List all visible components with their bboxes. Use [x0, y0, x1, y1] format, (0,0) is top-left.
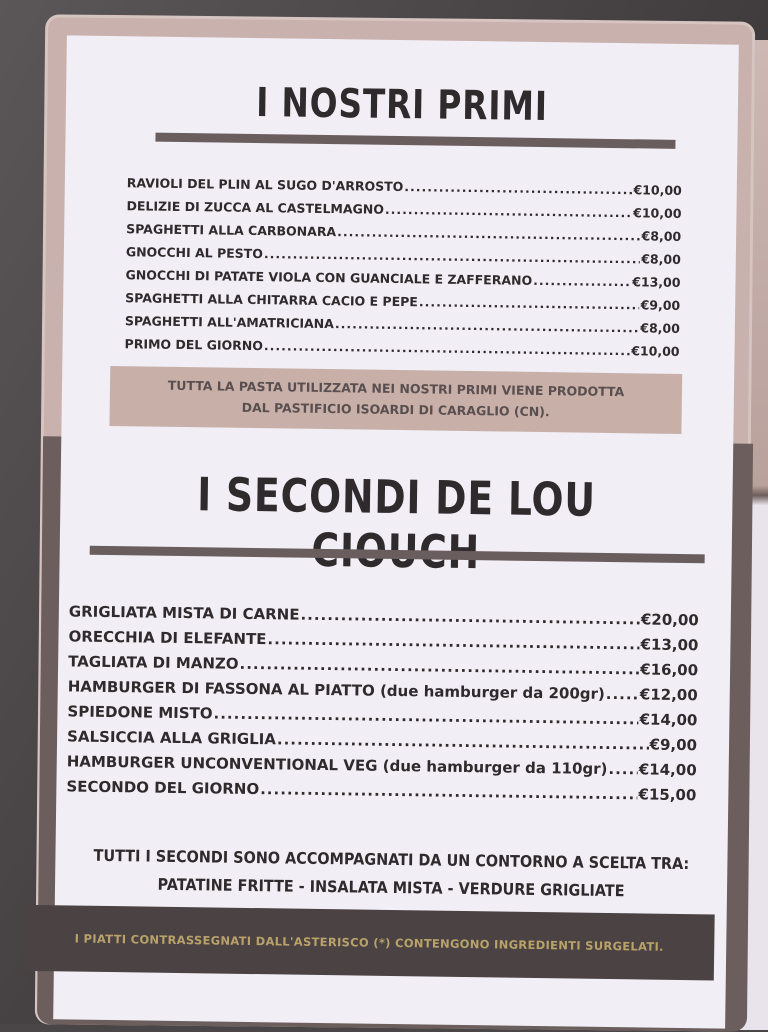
- primi-title: I NOSTRI PRIMI: [255, 80, 549, 131]
- dish-name: SECONDO DEL GIORNO: [66, 777, 260, 799]
- dish-price: €10,00: [633, 205, 682, 221]
- dish-price: €10,00: [633, 182, 682, 198]
- dish-name: SPAGHETTI ALL'AMATRICIANA: [124, 313, 334, 332]
- leader-dots: [337, 224, 641, 243]
- leader-dots: [533, 273, 631, 289]
- contorno-note-line-1: TUTTI I SECONDI SONO ACCOMPAGNATI DA UN CONTORNO A SCELTA TRA:: [93, 845, 690, 874]
- pasta-note-line-1: TUTTA LA PASTA UTILIZZATA NEI NOSTRI PRIMI VIENE PRODOTTA: [167, 377, 625, 400]
- leader-dots: [239, 655, 639, 679]
- menu-item: [126, 218, 681, 244]
- menu-item: [125, 287, 680, 313]
- dish-price: €10,00: [631, 343, 680, 359]
- dish-name: ORECCHIA DI ELEFANTE: [68, 627, 267, 649]
- dish-price: €9,00: [649, 735, 698, 755]
- dish-name: TAGLIATA DI MANZO: [68, 652, 239, 673]
- leader-dots: [277, 730, 649, 753]
- leader-dots: [267, 630, 639, 653]
- menu-item: [126, 195, 681, 221]
- menu-item: [127, 172, 682, 198]
- menu-item: [66, 773, 696, 804]
- contorno-note: [88, 842, 694, 906]
- pasta-note-line-2: DAL PASTIFICIO ISOARDI DI CARAGLIO (CN).: [241, 399, 550, 420]
- asterisk-note: I PIATTI CONTRASSEGNATI DALL'ASTERISCO (*) CONTENGONO INGREDIENTI SURGELATI.: [74, 931, 664, 954]
- dish-name: HAMBURGER UNCONVENTIONAL VEG (due hamburger da 110gr): [66, 752, 608, 778]
- dish-price: €14,00: [638, 760, 697, 780]
- dish-name: SPAGHETTI ALLA CHITARRA CACIO E PEPE: [125, 290, 418, 310]
- dish-price: €15,00: [638, 785, 697, 805]
- leader-dots: [260, 780, 638, 803]
- leader-dots: [606, 685, 639, 703]
- leader-dots: [335, 316, 640, 335]
- dish-price: €14,00: [639, 710, 698, 730]
- dish-name: SALSICCIA ALLA GRIGLIA: [66, 727, 277, 749]
- dish-price: €8,00: [641, 228, 682, 244]
- leader-dots: [419, 294, 640, 312]
- menu-item: [124, 333, 679, 359]
- leader-dots: [404, 179, 632, 197]
- dish-name: PRIMO DEL GIORNO: [124, 336, 264, 354]
- dish-price: €16,00: [640, 660, 699, 680]
- leader-dots: [300, 606, 640, 629]
- dish-price: €13,00: [632, 274, 681, 290]
- dish-name: DELIZIE DI ZUCCA AL CASTELMAGNO: [126, 198, 385, 217]
- dish-price: €9,00: [640, 297, 681, 313]
- leader-dots: [264, 246, 641, 266]
- dish-price: €8,00: [640, 320, 680, 336]
- asterisk-note-band: [24, 905, 715, 981]
- menu-page: [53, 35, 739, 1028]
- dish-name: RAVIOLI DEL PLIN AL SUGO D'ARROSTO: [126, 175, 404, 195]
- dish-name: SPIEDONE MISTO: [67, 702, 213, 723]
- menu-item: [126, 241, 681, 267]
- leader-dots: [213, 704, 638, 728]
- leader-dots: [264, 338, 631, 358]
- primi-divider: [155, 133, 675, 149]
- dish-name: GNOCCHI DI PATATE VIOLA CON GUANCIALE E ZAFFERANO: [125, 267, 533, 288]
- dish-name: GNOCCHI AL PESTO: [125, 244, 263, 262]
- contorno-note-line-2: PATATINE FRITTE - INSALATA MISTA - VERDURE GRIGLIATE: [157, 874, 625, 901]
- dish-price: €8,00: [641, 251, 681, 267]
- dish-name: HAMBURGER DI FASSONA AL PIATTO (due hamburger da 200gr): [67, 677, 605, 703]
- dish-name: GRIGLIATA MISTA DI CARNE: [68, 602, 300, 624]
- leader-dots: [608, 760, 638, 778]
- dish-price: €12,00: [639, 685, 698, 705]
- dish-price: €20,00: [640, 610, 699, 630]
- menu-item: [125, 310, 680, 336]
- dish-price: €13,00: [640, 635, 699, 655]
- dish-name: SPAGHETTI ALLA CARBONARA: [126, 221, 337, 240]
- menu-item: [125, 264, 680, 290]
- secondi-title: I SECONDI DE LOU: [196, 467, 597, 527]
- pasta-note-band: [109, 366, 682, 434]
- leader-dots: [385, 202, 632, 220]
